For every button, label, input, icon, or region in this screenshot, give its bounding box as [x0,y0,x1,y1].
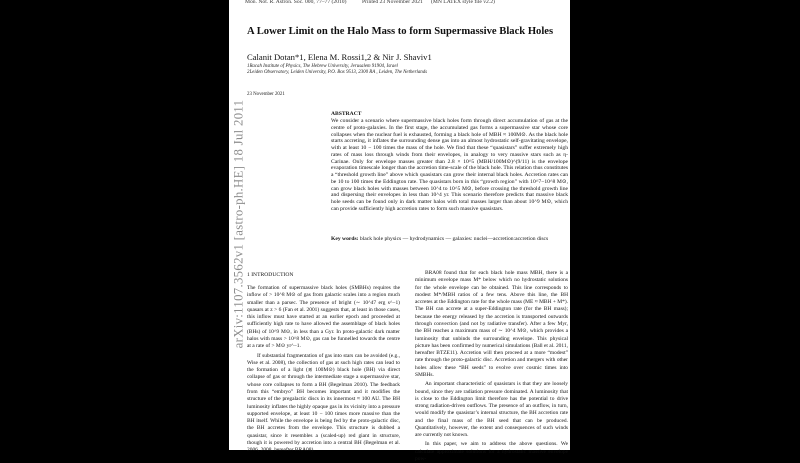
style-file-note: (MN LATEX style file v2.2) [431,0,495,5]
journal-citation: Mon. Not. R. Astron. Soc. 000, 77–77 (2010) [245,0,347,5]
paragraph: In this paper, we aim to address the above questions. We calculate approximate solutions for a hydrostatic massive envelope pow- [415,441,568,463]
abstract-body: We consider a scenario where supermassive black holes form through direct accumulation of gas at the centre of proto-galaxies. In the first stage, the accumulated gas forms a supermassive star whose core collapses when the nuclear fuel is exhausted, forming a black hole of MBH ≈ 100M⊙. As the black hole starts accreting, it inflates the surrounding dense gas into an almost hydrostatic self-gravitating envelope, with at least 10 − 100 times the mass of the hole. We find that these “quasistars” suffer extremely high rates of mass loss through winds from their envelopes, in analogy to very massive stars such as η-Carinae. Only for envelope masses greater than 2.8 × 10^5 (MBH/100M⊙)^(9/11) is the envelope evaporation timescale longer than the accretion time-scale of the black hole. This relation thus constitutes a “threshold growth line” above which quasistars can grow their internal black holes. Accretion rates can be 10 to 100 times the Eddington rate. The quasistars born in this “growth region” with 10^7−10^8 M⊙, can grow black holes with masses between 10^4 to 10^5 M⊙, before crossing the threshold growth line and dispersing their envelopes in less than 10^4 yr. This scenario therefore predicts that massive black hole seeds can be found only in dark matter halos with total masses larger than about 10^9 M⊙, which can provide sufficiently high accretion rates to form such massive quasistars. [331,118,568,212]
author-list: Calanit Dotan*1, Elena M. Rossi1,2 & Nir J. Shaviv1 [247,52,432,62]
printed-date: Printed 23 November 2021 [362,0,423,5]
keywords [331,236,568,243]
keywords-list: black hole physics — hydrodynamics — galaxies: nuclei—accretion:accretion discs [359,236,549,242]
affiliation-2: 2Leiden Observatory, Leiden University, P.O. Box 9513, 2300 RA , Leiden, The Netherlands [247,70,428,75]
paper-page [229,0,570,463]
abstract-heading: ABSTRACT [331,111,362,117]
affiliation-1: 1Racah Institute of Physics, The Hebrew University, Jerusalem 91904, Israel [247,64,398,69]
arxiv-stamp: arXiv:1107.3562v1 [astro-ph.HE] 18 Jul 2011 [231,99,246,349]
section-heading-introduction: 1 INTRODUCTION [247,272,294,278]
keywords-label: Key words: [331,236,359,242]
paragraph: The formation of supermassive black holes (SMBHs) requires the inflow of > 10^8 M⊙ of gas from galactic scales into a region much smaller than a parsec. The presence of bright (∼ 10^47 erg s^−1) quasars at z > 6 (Fan et al. 2001) suggests that, at least in those cases, this inflow must have started at an earlier epoch and proceeded at sufficiently high rate to have allowed the assemblage of black holes (BHs) of 10^9 M⊙, in less than a Gyr. In proto-galactic dark matter halos with mass > 10^8 M⊙, gas can be funnelled towards the centre at a rate of > M⊙ yr^−1. [247,285,400,350]
paragraph: An important characteristic of quasistars is that they are loosely bound, since they are radiation pressure dominated. A luminosity that is close to the Eddington limit therefore has the potential to drive strong radiation-driven outflows. The presence of an outflow, in turn, would modify the quasistar’s internal structure, the BH accretion rate and the final mass of the BH seed that can be produced. Quantitatively, however, the extent and consequences of such winds are currently not known. [415,381,568,439]
submission-date: 23 November 2021 [247,92,285,97]
paragraph: If substantial fragmentation of gas into stars can be avoided (e.g., Wise et al. 2008), the collection of gas at such high rates can lead to the formation of a light (≲ 100M⊙) black hole (BH) via direct collapse of gas or through the intermediate stage a supermassive star, whose core collapses to form a BH (Begelman 2010). The feedback from this “embryo” BH becomes important and it modifies the structure of the pregalactic discs in its innermost ≈ 100 AU. The BH luminosity inflates the highly opaque gas in its vicinity into a pressure supported envelope, at least 10 − 100 times more massive than the BH itself. While the envelope is being fed by the proto-galactic disc, the BH accretes from the envelope. This structure is dubbed a quasistar, since it resembles a (scaled-up) red giant in structure, though it is powered by accretion into a central BH (Begelman et al. 2006, 2008, hereafter BRA08). [247,352,400,454]
paragraph: BRA08 found that for each black hole mass MBH, there is a minimum envelope mass M* below which no hydrostatic solutions for the whole envelope can be obtained. This line corresponds to modest M*/MBH ratios of a few tens. Above this line, the BH accretes at the Eddington rate for the whole mass (ME ≈ MBH + M*). The BH can accrete at a super-Eddington rate (for the BH mass); because the energy released by the accretion is transported outwards through convection (and not by radiative transfer). After a few Myr, the BH reaches a maximum mass of ∼ 10^4 M⊙, which provides a luminosity that unbinds the surrounding envelope. This physical picture has been confirmed by numerical simulations (Ball et al. 2011, hereafter BTZE11). Accretion will then proceed at a more “modest” rate through the proto-galactic disc. Accretion and mergers with other holes allow these “BH seeds” to evolve over cosmic times into SMBHs. [415,270,568,378]
paper-title: A Lower Limit on the Halo Mass to form Supermassive Black Holes [247,26,554,37]
right-column [415,270,568,463]
left-column [247,285,400,454]
